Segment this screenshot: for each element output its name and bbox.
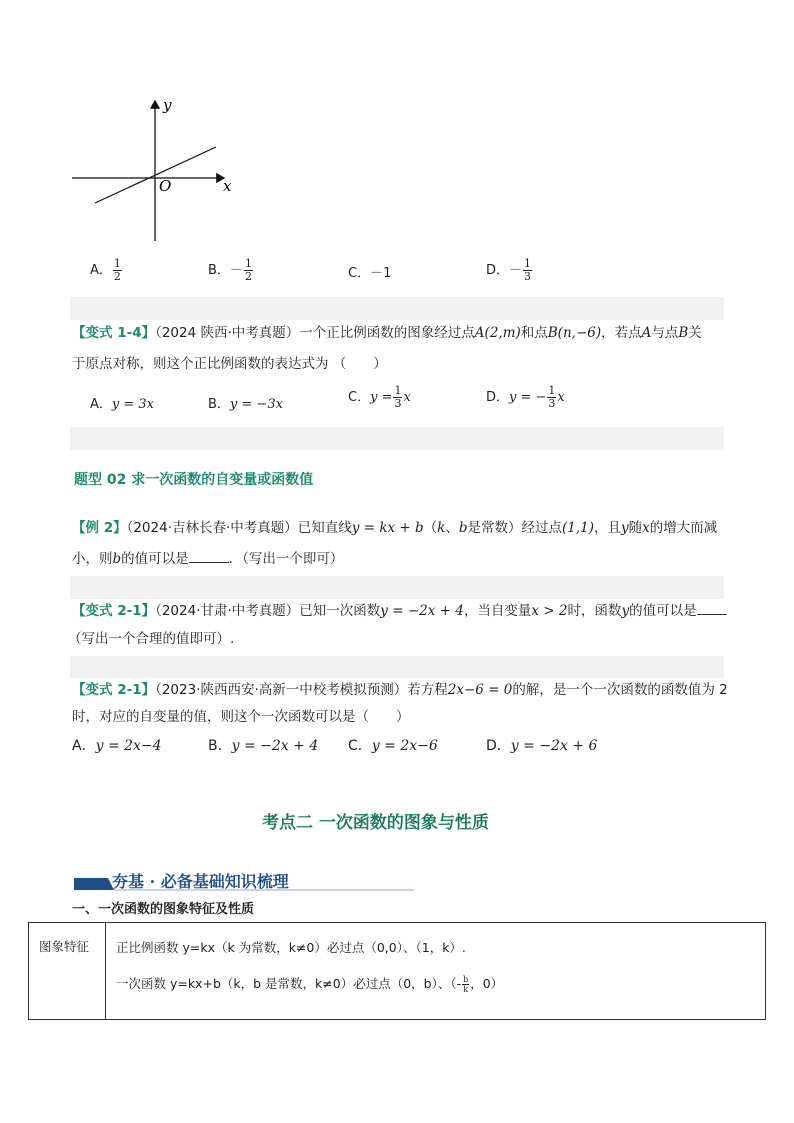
v21b-option-a[interactable]: A．y = 2x−4 [72,738,162,754]
table-row-1: 正比例函数 y=kx（k 为常数，k≠0）必过点（0,0）、（1，k）. [116,940,466,955]
table-row-2: 一次函数 y=kx+b（k，b 是常数，k≠0）必过点（0，b）、（- $\frac{b}{k}$ ，0） [116,975,504,994]
separator-band [70,576,724,599]
v21b-option-b[interactable]: B．y = −2x + 4 [208,738,319,754]
q14-option-d[interactable]: D．y = − $\frac{1}{3}$ x [486,384,565,410]
v21a-line1: 【变式 2-1】（2024·甘肃·中考真题）已知一次函数y = −2x + 4，当自变量x > 2时，函数y的值可以是 [72,601,727,621]
coordinate-graph [66,95,246,245]
subsection-title: 一、一次函数的图象特征及性质 [72,902,255,917]
v21b-line1: 【变式 2-1】（2023·陕西西安·高新一中校考模拟预测）若方程2x−6 = 0的解，是一个一次函数的函数值为 2 [72,682,728,698]
q14-line2: 于原点对称，则这个正比例函数的表达式为 （ ） [72,356,387,372]
q-prev-option-b[interactable]: B．－ $\frac{1}{2}$ [208,257,252,283]
v21a-line2: （写出一个合理的值即可）. [68,631,235,647]
v21b-option-d[interactable]: D．y = −2x + 6 [486,738,598,754]
table-content-cell [106,923,766,1020]
banner-title: 夯基 · 必备基础知识梳理 [112,872,289,891]
q14-option-a[interactable]: A．y = 3x [90,397,155,412]
table-label: 图象特征 [39,939,90,954]
q14-option-b[interactable]: B．y = −3x [208,397,283,412]
ex2-line1: 【例 2】（2024·吉林长春·中考真题）已知直线y = kx + b（k、b是常数）经过点(1,1)，且y随x的增大而减 [72,520,718,536]
q-prev-option-c[interactable]: C．－1 [348,266,392,281]
q-prev-option-a[interactable]: A． $\frac{1}{2}$ [90,257,121,283]
q-prev-option-d[interactable]: D．－ $\frac{1}{3}$ [486,257,532,283]
section-banner [74,868,414,894]
answer-blank[interactable] [697,601,727,615]
table-label-cell [29,923,106,1020]
separator-band [70,297,724,320]
q14-line1: 【变式 1-4】（2024 陕西·中考真题）一个正比例函数的图象经过点A(2,m)和点B(n,−6)，若点A与点B关 [72,325,702,341]
question-type-title: 题型 02 求一次函数的自变量或函数值 [74,472,314,488]
y-axis-label: y [163,96,172,114]
section-title: 考点二 一次函数的图象与性质 [262,813,489,833]
v21b-option-c[interactable]: C．y = 2x−6 [348,738,438,754]
v21b-line2: 时，对应的自变量的值，则这个一次函数可以是（ ） [72,709,410,725]
x-axis-label: x [223,177,232,195]
q14-option-c[interactable]: C．y = $\frac{1}{3}$ x [348,384,411,410]
ex2-line2: 小，则b的值可以是 ．（写出一个即可） [72,551,344,567]
properties-table [28,922,766,1020]
answer-blank[interactable] [189,549,229,563]
origin-label: O [159,177,172,195]
separator-band [70,427,724,450]
separator-band [70,656,724,678]
